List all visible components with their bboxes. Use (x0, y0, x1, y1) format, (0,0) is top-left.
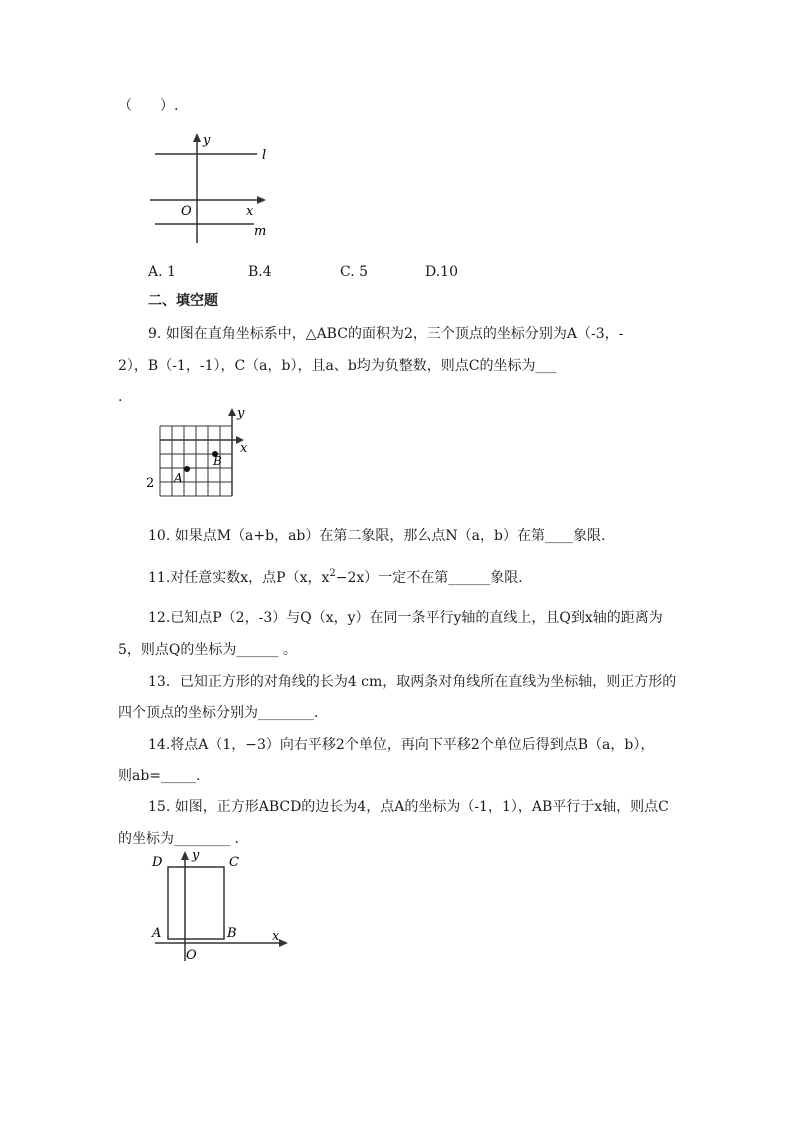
label-l: l (262, 148, 267, 163)
q9-line3: . (118, 389, 123, 405)
label-b: B (213, 454, 222, 468)
y-axis-arrow (193, 133, 201, 142)
q15-figure (150, 845, 300, 965)
q11-sup: 2 (329, 568, 336, 579)
q8-option-a: A. 1 (148, 264, 176, 280)
x-axis-arrow (257, 196, 266, 204)
label-y: y (237, 406, 245, 421)
q8-figure (150, 128, 275, 248)
q8-option-d: D.10 (425, 264, 458, 280)
x-axis-arrow (279, 939, 288, 947)
label-x: x (246, 204, 254, 219)
label-origin: O (186, 948, 197, 963)
q11-pre: 11.对任意实数x，点P（x，x (148, 570, 330, 586)
label-a: A (174, 471, 183, 485)
label-c: C (229, 855, 239, 870)
q15-line2: 的坐标为________ . (118, 831, 239, 847)
label-d: D (152, 855, 163, 870)
label-a: A (152, 926, 162, 941)
q14-line1: 14.将点A（1，−3）向右平移2个单位，再向下平移2个单位后得到点B（a，b）， (148, 737, 655, 753)
section-title: 二、填空题 (148, 293, 218, 309)
label-x: x (272, 929, 280, 944)
q12-line1: 12.已知点P（2，-3）与Q（x，y）在同一条平行y轴的直线上，且Q到x轴的距离为 (148, 610, 663, 626)
q8-option-c: C. 5 (340, 264, 369, 280)
label-origin: O (181, 204, 192, 219)
label-y: y (192, 848, 200, 863)
q15-line1: 15. 如图，正方形ABCD的边长为4，点A的坐标为（-1，1），AB平行于x轴，则点C (148, 799, 669, 815)
label-y: y (203, 133, 211, 148)
q11-post: −2x）一定不在第______象限. (335, 570, 523, 586)
square-abcd (168, 867, 224, 939)
y-axis-arrow (228, 408, 236, 416)
y-axis-arrow (181, 851, 189, 860)
label-x: x (240, 441, 248, 456)
q9-figure (140, 400, 260, 506)
q12-line2: 5，则点Q的坐标为______ 。 (118, 642, 297, 658)
q14-line2: 则ab=_____. (118, 768, 201, 784)
q8-option-b: B.4 (248, 264, 272, 280)
point-a (184, 466, 190, 472)
q9-line2: 2），B（-1，-1），C（a，b），且a、b均为负整数，则点C的坐标为___ (118, 358, 557, 374)
q10-text: 10. 如果点M（a+b，ab）在第二象限，那么点N（a，b）在第____象限. (148, 528, 606, 544)
q8-tail: （ ）. (118, 98, 179, 114)
q11-text (148, 568, 523, 588)
label-b: B (227, 926, 237, 941)
q13-line1: 13．已知正方形的对角线的长为4 cm，取两条对角线所在直线为坐标轴，则正方形的 (148, 674, 677, 690)
label-two: 2 (146, 476, 155, 491)
q9-line1: 9. 如图在直角坐标系中，△ABC的面积为2，三个顶点的坐标分别为A（-3，- (148, 326, 624, 342)
q13-line2: 四个顶点的坐标分别为________. (118, 705, 319, 721)
label-m: m (254, 224, 267, 239)
